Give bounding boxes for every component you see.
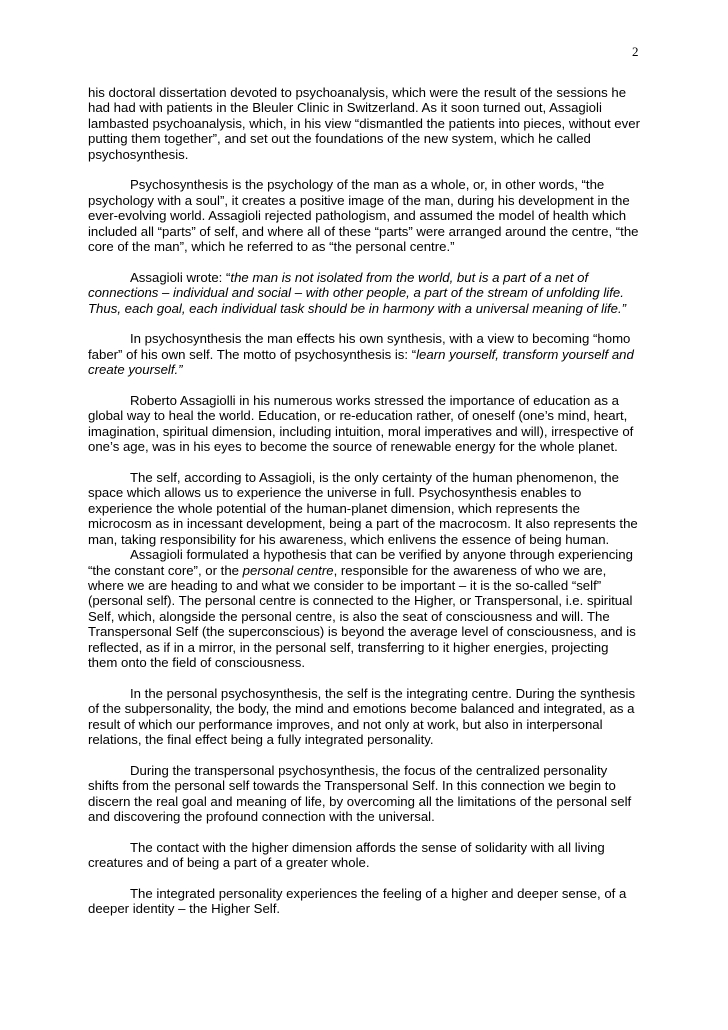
motto-italic-text: learn yourself, transform yourself and create yourself.”: [88, 346, 634, 378]
paragraph-personal-psychosynthesis: In the personal psychosynthesis, the self is the integrating centre. During the synthesis of the subpersonality, the body, the mind and emotions become balanced and integrated, as a result of which our performance improves, and not only at work, but also in interpersonal relations, the final effect being a fully integrated personality.: [88, 685, 636, 747]
hypothesis-lead-text: Assagioli formulated a hypothesis that can be verified by anyone through experiencing “the constant core”, or the: [88, 547, 633, 578]
paragraph-education: Roberto Assagiolli in his numerous works stressed the importance of education as a global way to heal the world. Education, or re-education rather, of oneself (one’s mind, heart, imagination, spiritual dimension, including intuition, moral imperatives and will), irrespective of one’s age, was in his eyes to become the source of renewable energy for the whole planet.: [88, 393, 634, 455]
paragraph-homo-faber: [88, 331, 641, 377]
quote-lead-text: Assagioli wrote: “: [130, 269, 231, 285]
paragraph-integrated-personality: The integrated personality experiences the feeling of a higher and deeper sense, of a deeper identity – the Higher Self.: [88, 885, 627, 917]
motto-lead-text: In psychosynthesis the man effects his own synthesis, with a view to becoming “homo faber” of his own self. The motto of psychosynthesis is: “: [88, 331, 631, 362]
paragraph-transpersonal-psychosynthesis: During the transpersonal psychosynthesis, the focus of the centralized personality shifts from the personal self towards the Transpersonal Self. In this connection we begin to discern the real goal and meaning of life, by overcoming all the limitations of the personal self and discovering the profound connection with the universal.: [88, 762, 632, 824]
paragraph-dissertation: his doctoral dissertation devoted to psychoanalysis, which were the result of the sessions he had had with patients in the Bleuler Clinic in Switzerland. As it soon turned out, Assagioli lambasted psychoanalysis, which, in his view “dismantled the patients into pieces, without ever putting them together”, and set out the foundations of the new system, which he called psychosynthesis.: [88, 85, 640, 162]
document-body: [88, 85, 641, 917]
paragraph-higher-dimension: The contact with the higher dimension affords the sense of solidarity with all living creatures and of being a part of a greater whole.: [88, 839, 605, 871]
quote-italic-text: the man is not isolated from the world, but is a part of a net of connections – individual and social – with other people, a part of the stream of unfolding life. Thus, each goal, each individual task should be in harmony with a universal meaning of life.”: [88, 269, 627, 316]
personal-centre-italic-text: personal centre: [242, 562, 334, 578]
paragraph-psychosynthesis-definition: Psychosynthesis is the psychology of the man as a whole, or, in other words, “the psychology with a soul”, it creates a positive image of the man, during his development in the ever-evolving world. Assagioli rejected pathologism, and assumed the model of health which included all “parts” of self, and where all of these “parts” were arranged around the centre, “the core of the man”, which he referred to as “the personal centre.”: [88, 177, 639, 255]
paragraph-personal-centre: [88, 547, 641, 670]
paragraph-the-self: The self, according to Assagioli, is the only certainty of the human phenomenon, the space which allows us to experience the universe in full. Psychosynthesis enables to experience the whole potential of the human-planet dimension, which represents the microcosm as in incessant development, being a part of the macrocosm. It also represents the man, taking responsibility for his awareness, which enlivens the essence of being human.: [88, 470, 638, 547]
paragraph-assagioli-quote: [88, 270, 641, 316]
hypothesis-tail-text: , responsible for the awareness of who we are, where we are heading to and what we consider to be important – it is the so-called “self” (personal self). The personal centre is connected to the Higher, or Transpersonal, i.e. spiritual Self, which, alongside the personal centre, is also the seat of consciousness and will. The Transpersonal Self (the superconscious) is beyond the average level of consciousness, and is reflected, as if in a mirror, in the personal self, transferring to it higher energies, projecting them onto the field of consciousness.: [88, 562, 636, 670]
page-number: 2: [632, 44, 639, 59]
